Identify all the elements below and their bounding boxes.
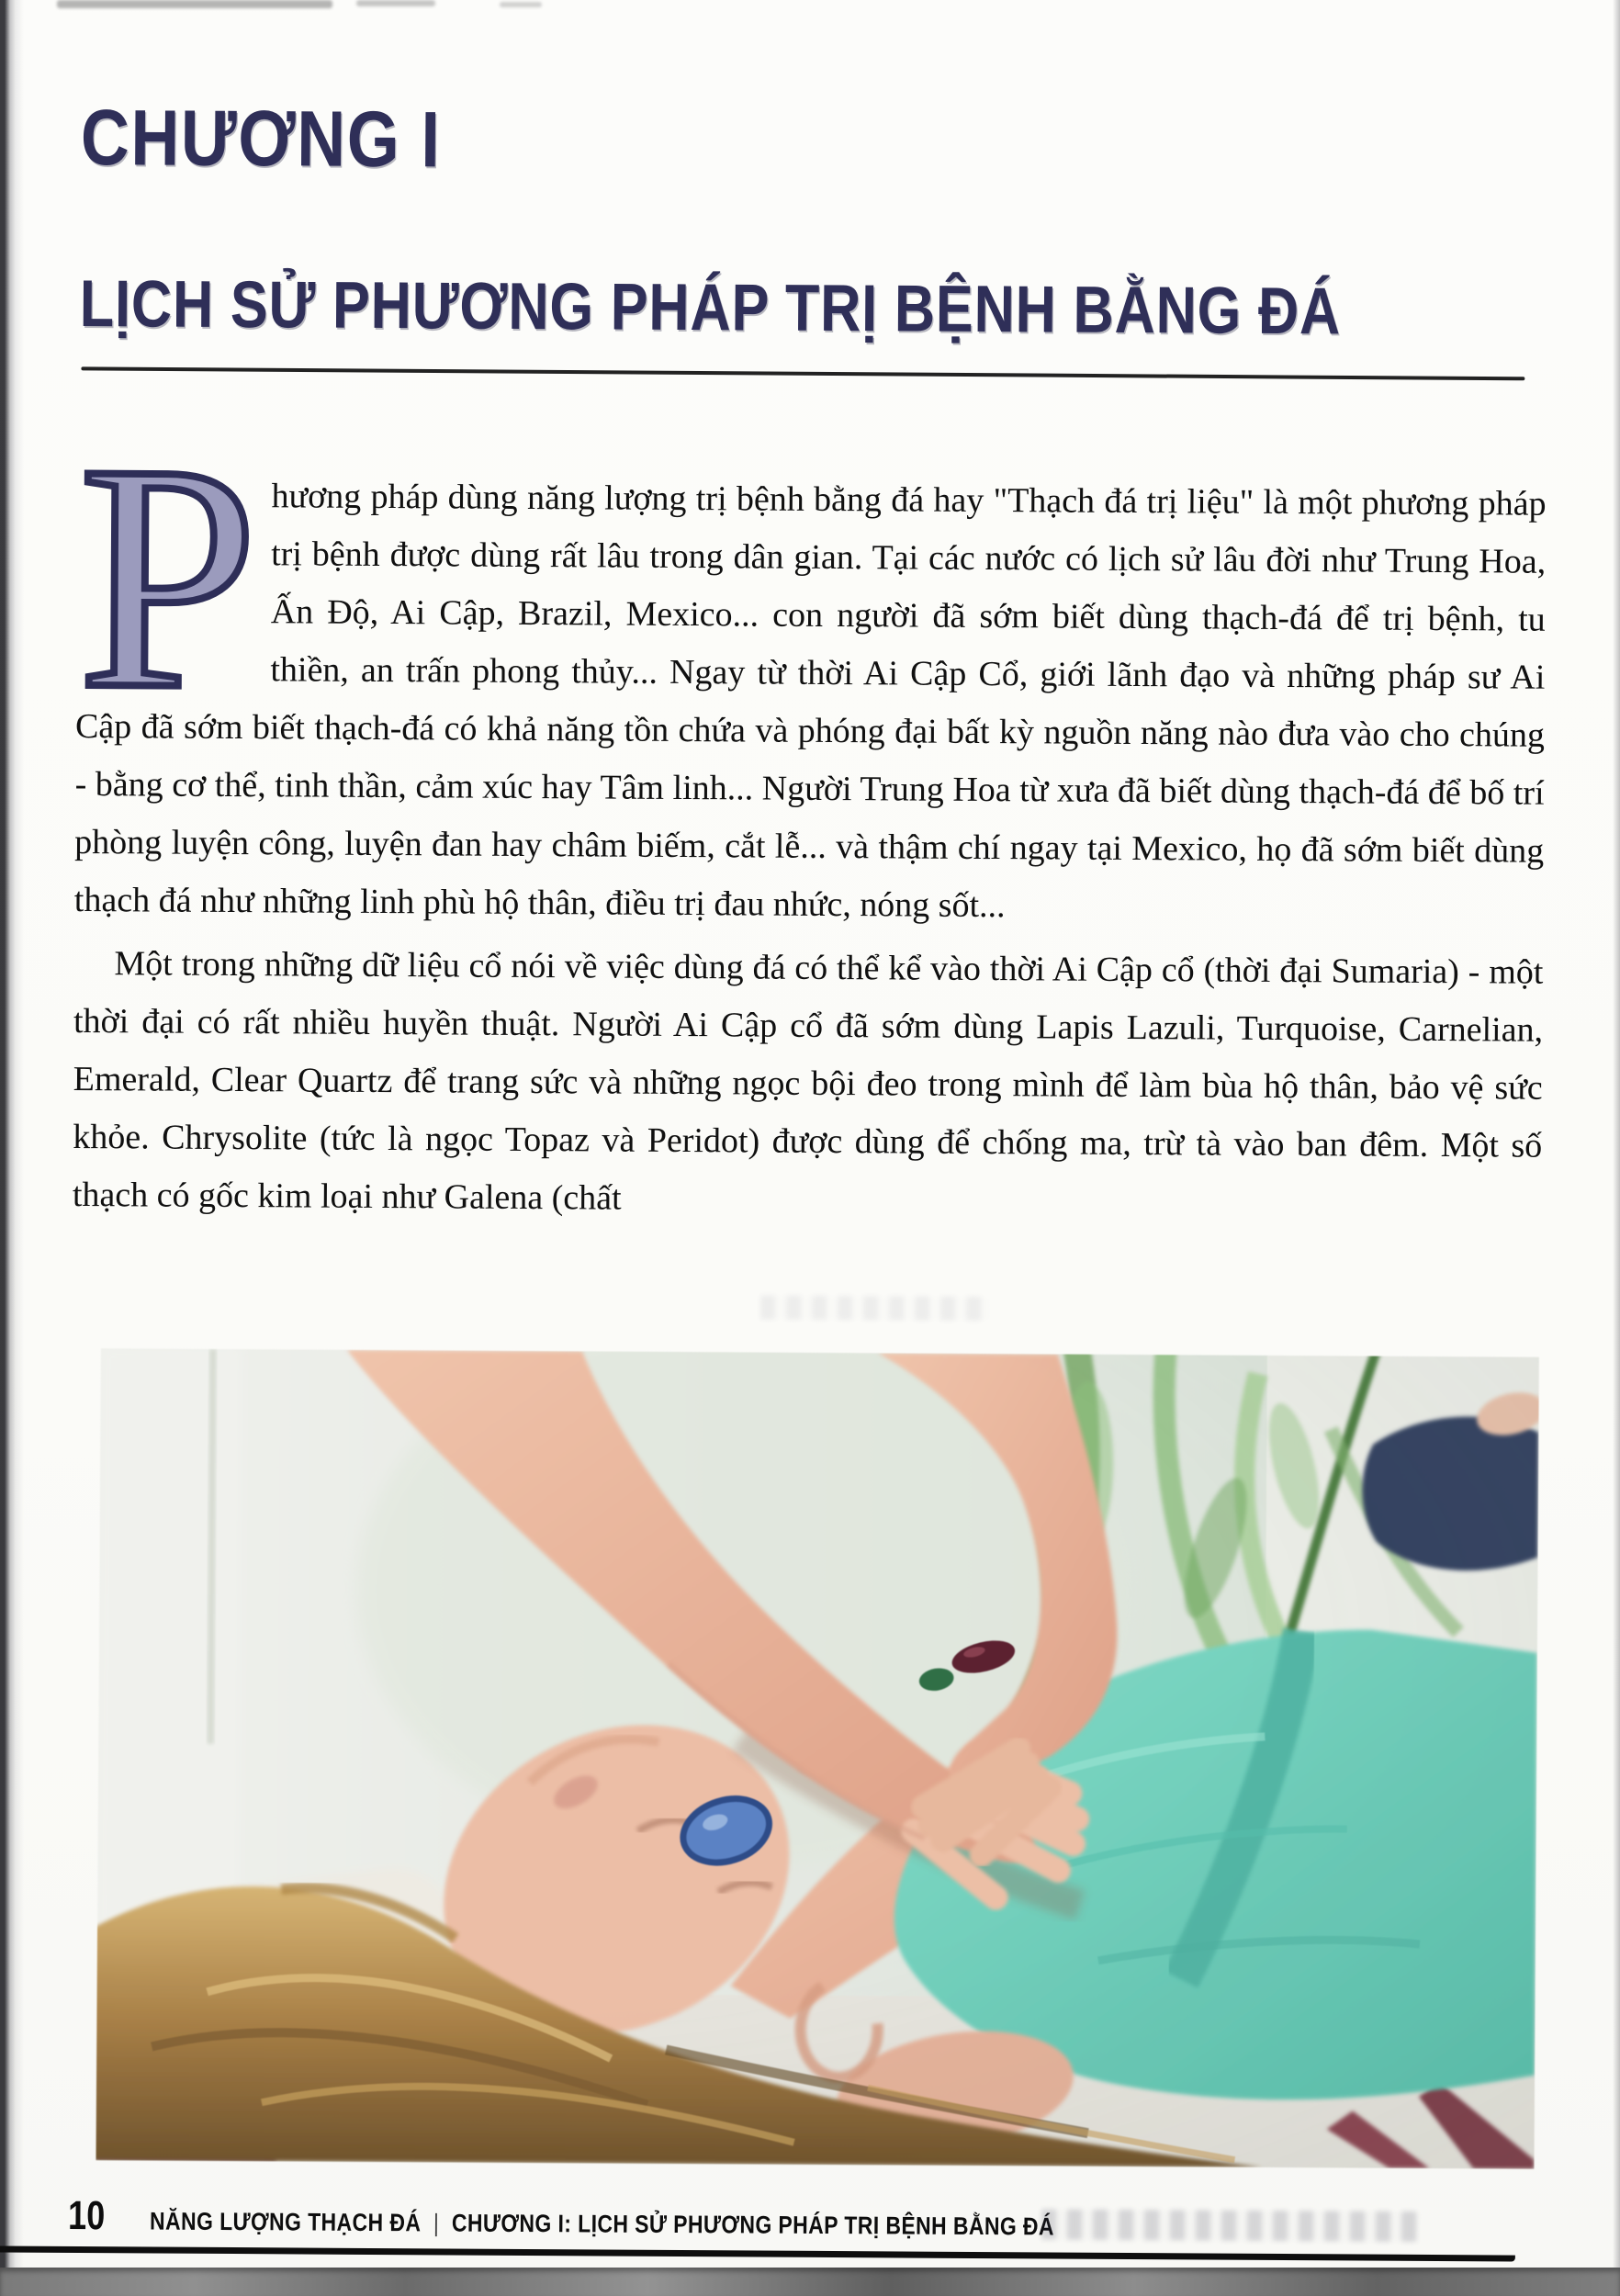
chapter-title: LỊCH SỬ PHƯƠNG PHÁP TRỊ BỆNH BẰNG ĐÁ xyxy=(79,266,1342,349)
footer-book-title: NĂNG LƯỢNG THẠCH ĐÁ xyxy=(149,2207,422,2237)
footer-text xyxy=(150,2207,1054,2241)
page-number: 10 xyxy=(67,2192,106,2239)
heading-rule xyxy=(81,366,1524,380)
therapy-photo xyxy=(96,1348,1538,2169)
photo-veil xyxy=(96,1348,1538,2169)
paragraph-2: Một trong những dữ liệu cổ nói về việc dùng đá có thể kể vào thời Ai Cập cổ (thời đại Sumaria) - một thời đại có rất nhiều huyền thuật. Người Ai Cập cổ đã sớm dùng Lapis Lazuli, Turquoise, Carnelian, Emerald, Clear Quartz để trang sức và những ngọc bội đeo trong mình để làm bùa hộ thân, bảo vệ sức khỏe. Chrysolite (tức là ngọc Topaz và Peridot) được dùng để chống ma, trừ tà vào ban đêm. Một số thạch có gốc kim loại như Galena (chất xyxy=(72,944,1544,1218)
footer-separator: | xyxy=(433,2209,440,2237)
chapter-label: CHƯƠNG I xyxy=(80,93,442,185)
footer-rule xyxy=(0,2245,1515,2261)
print-bleedthrough xyxy=(1041,2209,1418,2242)
footer-chapter-ref: CHƯƠNG I: LỊCH SỬ PHƯƠNG PHÁP TRỊ BỆNH BẰNG ĐÁ xyxy=(451,2209,1055,2241)
dropcap-letter: P xyxy=(76,397,259,758)
body-text xyxy=(72,397,1547,1233)
print-bleedthrough xyxy=(760,1296,990,1322)
scan-bottom-edge xyxy=(0,2268,1620,2296)
paragraph-1-text: hương pháp dùng năng lượng trị bệnh bằng đá hay "Thạch đá trị liệu" là một phương pháp trị bệnh được dùng rất lâu trong dân gian. Tại các nước có lịch sử lâu đời như Trung Hoa, Ấn Độ, Ai Cập, Brazil, Mexico... con người đã sớm biết dùng thạch-đá để trị bệnh, tu thiền, an trấn phong thủy... Ngay từ thời Ai Cập Cổ, giới lãnh đạo và những pháp sư Ai Cập đã sớm biết thạch-đá có khả năng tồn chứa và phóng đại bất kỳ nguồn năng nào đưa vào cho chúng - bằng cơ thể, tinh thần, cảm xúc hay Tâm linh... Người Trung Hoa từ xưa đã biết dùng thạch-đá để bố trí phòng luyện công, luyện đan hay châm biếm, cắt lễ... và thậm chí ngay tại Mexico, họ đã sớm biết dùng thạch đá như những linh phù hộ thân, điều trị đau nhức, nóng sốt... xyxy=(73,477,1547,926)
paragraph-1 xyxy=(73,397,1547,939)
chapter-heading xyxy=(79,93,1551,349)
